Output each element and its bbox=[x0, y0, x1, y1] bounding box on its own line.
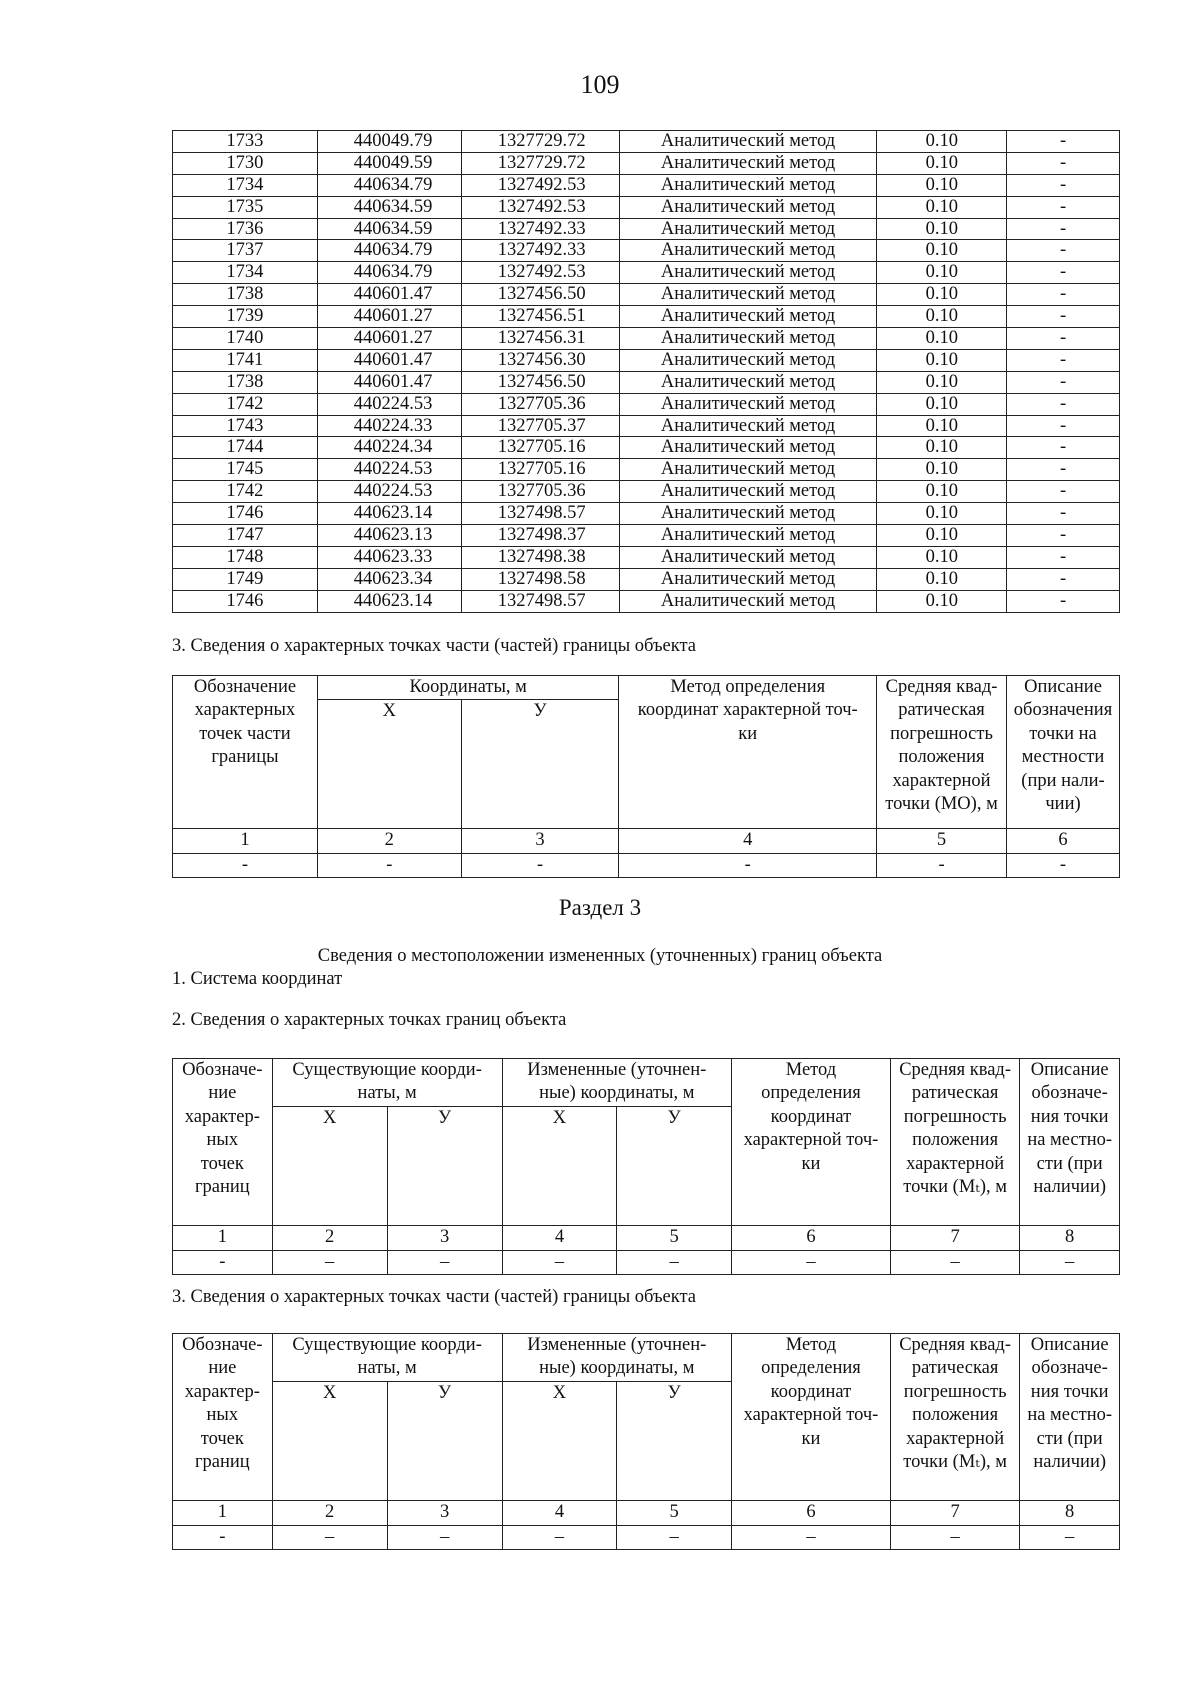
empty-cell: – bbox=[1020, 1250, 1120, 1274]
point-number-cell: 1742 bbox=[173, 481, 318, 503]
method-cell: Аналитический метод bbox=[619, 415, 877, 437]
point-number-cell: 1747 bbox=[173, 525, 318, 547]
x-coordinate-cell: 440601.27 bbox=[317, 328, 461, 350]
header-description: Описание обозначе- ния точки на местно- сти (при наличии) bbox=[1020, 1334, 1120, 1501]
method-cell: Аналитический метод bbox=[619, 328, 877, 350]
col-number: 3 bbox=[461, 829, 619, 853]
method-cell: Аналитический метод bbox=[619, 525, 877, 547]
x-coordinate-cell: 440623.14 bbox=[317, 590, 461, 612]
col-number: 2 bbox=[272, 1225, 387, 1250]
x-coordinate-cell: 440601.47 bbox=[317, 349, 461, 371]
x-coordinate-cell: 440224.53 bbox=[317, 459, 461, 481]
description-cell: - bbox=[1007, 131, 1120, 153]
error-cell: 0.10 bbox=[877, 437, 1007, 459]
point-number-cell: 1741 bbox=[173, 349, 318, 371]
header-x: X bbox=[502, 1381, 617, 1500]
changed-border-points-table bbox=[172, 1058, 1120, 1275]
coordinate-system-item: 1. Система координат bbox=[172, 969, 343, 989]
point-number-cell: 1733 bbox=[173, 131, 318, 153]
y-coordinate-cell: 1327729.72 bbox=[461, 131, 619, 153]
y-coordinate-cell: 1327492.33 bbox=[461, 218, 619, 240]
method-cell: Аналитический метод bbox=[619, 546, 877, 568]
col-number: 4 bbox=[502, 1225, 617, 1250]
y-coordinate-cell: 1327492.53 bbox=[461, 262, 619, 284]
method-cell: Аналитический метод bbox=[619, 371, 877, 393]
x-coordinate-cell: 440634.79 bbox=[317, 262, 461, 284]
description-cell: - bbox=[1007, 174, 1120, 196]
changed-part-points-table bbox=[172, 1333, 1120, 1550]
section-title: Раздел 3 bbox=[558, 895, 642, 920]
header-method: Метод определения координат характерной точ- ки bbox=[732, 1059, 891, 1226]
header-y: У bbox=[461, 700, 619, 829]
header-mean-error: Средняя квад- ратическая погрешность положения характерной точки (МО), м bbox=[877, 676, 1007, 829]
y-coordinate-cell: 1327492.53 bbox=[461, 174, 619, 196]
error-cell: 0.10 bbox=[877, 262, 1007, 284]
method-cell: Аналитический метод bbox=[619, 481, 877, 503]
y-coordinate-cell: 1327456.31 bbox=[461, 328, 619, 350]
empty-cell: – bbox=[502, 1250, 617, 1274]
error-cell: 0.10 bbox=[877, 568, 1007, 590]
header-point-designation: Обозначе- ние характер- ных точек границ bbox=[173, 1334, 273, 1501]
header-point-designation: Обозначе- ние характер- ных точек границ bbox=[173, 1059, 273, 1226]
point-number-cell: 1743 bbox=[173, 415, 318, 437]
empty-cell: - bbox=[619, 853, 877, 877]
y-coordinate-cell: 1327729.72 bbox=[461, 152, 619, 174]
method-cell: Аналитический метод bbox=[619, 240, 877, 262]
description-cell: - bbox=[1007, 415, 1120, 437]
y-coordinate-cell: 1327498.58 bbox=[461, 568, 619, 590]
x-coordinate-cell: 440623.14 bbox=[317, 503, 461, 525]
description-cell: - bbox=[1007, 284, 1120, 306]
error-cell: 0.10 bbox=[877, 240, 1007, 262]
header-mean-error: Средняя квад- ратическая погрешность положения характерной точки (Mₜ), м bbox=[890, 1059, 1019, 1226]
col-number: 6 bbox=[1007, 829, 1120, 853]
coordinates-table bbox=[172, 130, 1120, 613]
header-existing-coordinates: Существующие коорди- наты, м bbox=[272, 1059, 502, 1107]
empty-cell: - bbox=[173, 853, 318, 877]
description-cell: - bbox=[1007, 262, 1120, 284]
table-row bbox=[173, 328, 1120, 350]
header-y: У bbox=[387, 1381, 502, 1500]
error-cell: 0.10 bbox=[877, 371, 1007, 393]
table-row bbox=[173, 152, 1120, 174]
y-coordinate-cell: 1327492.33 bbox=[461, 240, 619, 262]
table-row bbox=[173, 415, 1120, 437]
method-cell: Аналитический метод bbox=[619, 306, 877, 328]
col-number: 3 bbox=[387, 1225, 502, 1250]
header-description: Описание обозначе- ния точки на местно- сти (при наличии) bbox=[1020, 1059, 1120, 1226]
header-y: У bbox=[617, 1381, 732, 1500]
error-cell: 0.10 bbox=[877, 415, 1007, 437]
point-number-cell: 1746 bbox=[173, 590, 318, 612]
empty-cell: – bbox=[890, 1250, 1019, 1274]
x-coordinate-cell: 440224.34 bbox=[317, 437, 461, 459]
x-coordinate-cell: 440634.59 bbox=[317, 218, 461, 240]
col-number: 2 bbox=[317, 829, 461, 853]
point-number-cell: 1748 bbox=[173, 546, 318, 568]
col-number: 3 bbox=[387, 1500, 502, 1525]
description-cell: - bbox=[1007, 525, 1120, 547]
empty-cell: – bbox=[890, 1525, 1019, 1549]
error-cell: 0.10 bbox=[877, 481, 1007, 503]
description-cell: - bbox=[1007, 437, 1120, 459]
error-cell: 0.10 bbox=[877, 393, 1007, 415]
col-number: 4 bbox=[619, 829, 877, 853]
x-coordinate-cell: 440224.53 bbox=[317, 393, 461, 415]
col-number: 5 bbox=[877, 829, 1007, 853]
col-number: 1 bbox=[173, 1500, 273, 1525]
x-coordinate-cell: 440224.53 bbox=[317, 481, 461, 503]
method-cell: Аналитический метод bbox=[619, 284, 877, 306]
header-method: Метод определения координат характерной точ- ки bbox=[619, 676, 877, 829]
y-coordinate-cell: 1327705.16 bbox=[461, 459, 619, 481]
point-number-cell: 1736 bbox=[173, 218, 318, 240]
point-number-cell: 1738 bbox=[173, 284, 318, 306]
x-coordinate-cell: 440601.47 bbox=[317, 371, 461, 393]
x-coordinate-cell: 440634.79 bbox=[317, 174, 461, 196]
error-cell: 0.10 bbox=[877, 131, 1007, 153]
description-cell: - bbox=[1007, 218, 1120, 240]
method-cell: Аналитический метод bbox=[619, 590, 877, 612]
method-cell: Аналитический метод bbox=[619, 152, 877, 174]
description-cell: - bbox=[1007, 481, 1120, 503]
method-cell: Аналитический метод bbox=[619, 262, 877, 284]
y-coordinate-cell: 1327456.50 bbox=[461, 371, 619, 393]
table-row bbox=[173, 503, 1120, 525]
x-coordinate-cell: 440601.47 bbox=[317, 284, 461, 306]
table-row bbox=[173, 262, 1120, 284]
table-row bbox=[173, 174, 1120, 196]
border-points-item: 2. Сведения о характерных точках границ объекта bbox=[172, 1010, 567, 1030]
x-coordinate-cell: 440224.33 bbox=[317, 415, 461, 437]
error-cell: 0.10 bbox=[877, 525, 1007, 547]
x-coordinate-cell: 440601.27 bbox=[317, 306, 461, 328]
table-row bbox=[173, 218, 1120, 240]
col-number: 7 bbox=[890, 1500, 1019, 1525]
col-number: 1 bbox=[173, 829, 318, 853]
table-row bbox=[173, 371, 1120, 393]
header-x: X bbox=[272, 1381, 387, 1500]
empty-cell: - bbox=[173, 1250, 273, 1274]
col-number: 7 bbox=[890, 1225, 1019, 1250]
point-number-cell: 1739 bbox=[173, 306, 318, 328]
method-cell: Аналитический метод bbox=[619, 459, 877, 481]
method-cell: Аналитический метод bbox=[619, 131, 877, 153]
error-cell: 0.10 bbox=[877, 218, 1007, 240]
table-row bbox=[173, 590, 1120, 612]
point-number-cell: 1740 bbox=[173, 328, 318, 350]
header-x: X bbox=[502, 1106, 617, 1225]
empty-cell: – bbox=[617, 1525, 732, 1549]
header-method: Метод определения координат характерной точ- ки bbox=[732, 1334, 891, 1501]
table-row bbox=[173, 393, 1120, 415]
error-cell: 0.10 bbox=[877, 284, 1007, 306]
method-cell: Аналитический метод bbox=[619, 174, 877, 196]
x-coordinate-cell: 440623.33 bbox=[317, 546, 461, 568]
x-coordinate-cell: 440049.79 bbox=[317, 131, 461, 153]
description-cell: - bbox=[1007, 459, 1120, 481]
y-coordinate-cell: 1327705.36 bbox=[461, 481, 619, 503]
point-number-cell: 1745 bbox=[173, 459, 318, 481]
table-row bbox=[173, 240, 1120, 262]
description-cell: - bbox=[1007, 568, 1120, 590]
empty-cell: – bbox=[732, 1250, 891, 1274]
empty-cell: – bbox=[1020, 1525, 1120, 1549]
table-row bbox=[173, 525, 1120, 547]
description-cell: - bbox=[1007, 371, 1120, 393]
empty-cell: - bbox=[173, 1525, 273, 1549]
method-cell: Аналитический метод bbox=[619, 568, 877, 590]
error-cell: 0.10 bbox=[877, 459, 1007, 481]
y-coordinate-cell: 1327498.37 bbox=[461, 525, 619, 547]
x-coordinate-cell: 440049.59 bbox=[317, 152, 461, 174]
x-coordinate-cell: 440634.79 bbox=[317, 240, 461, 262]
description-cell: - bbox=[1007, 349, 1120, 371]
description-cell: - bbox=[1007, 306, 1120, 328]
point-number-cell: 1746 bbox=[173, 503, 318, 525]
empty-cell: - bbox=[317, 853, 461, 877]
method-cell: Аналитический метод bbox=[619, 349, 877, 371]
header-point-designation: Обозначение характерных точек части границы bbox=[173, 676, 318, 829]
y-coordinate-cell: 1327498.57 bbox=[461, 590, 619, 612]
point-number-cell: 1742 bbox=[173, 393, 318, 415]
description-cell: - bbox=[1007, 152, 1120, 174]
header-y: У bbox=[387, 1106, 502, 1225]
error-cell: 0.10 bbox=[877, 196, 1007, 218]
point-number-cell: 1734 bbox=[173, 262, 318, 284]
header-description: Описание обозначения точки на местности (при нали- чии) bbox=[1007, 676, 1120, 829]
method-cell: Аналитический метод bbox=[619, 218, 877, 240]
header-coordinates: Координаты, м bbox=[317, 676, 619, 700]
description-cell: - bbox=[1007, 240, 1120, 262]
page-number: 109 bbox=[580, 70, 620, 99]
col-number: 5 bbox=[617, 1500, 732, 1525]
table-row bbox=[173, 131, 1120, 153]
y-coordinate-cell: 1327456.50 bbox=[461, 284, 619, 306]
point-number-cell: 1735 bbox=[173, 196, 318, 218]
col-number: 5 bbox=[617, 1225, 732, 1250]
y-coordinate-cell: 1327456.30 bbox=[461, 349, 619, 371]
error-cell: 0.10 bbox=[877, 546, 1007, 568]
error-cell: 0.10 bbox=[877, 503, 1007, 525]
header-changed-coordinates: Измененные (уточнен- ные) координаты, м bbox=[502, 1334, 731, 1382]
description-cell: - bbox=[1007, 503, 1120, 525]
header-y: У bbox=[617, 1106, 732, 1225]
method-cell: Аналитический метод bbox=[619, 196, 877, 218]
description-cell: - bbox=[1007, 590, 1120, 612]
empty-cell: – bbox=[617, 1250, 732, 1274]
description-cell: - bbox=[1007, 546, 1120, 568]
method-cell: Аналитический метод bbox=[619, 437, 877, 459]
y-coordinate-cell: 1327456.51 bbox=[461, 306, 619, 328]
empty-cell: - bbox=[1007, 853, 1120, 877]
x-coordinate-cell: 440623.34 bbox=[317, 568, 461, 590]
point-number-cell: 1744 bbox=[173, 437, 318, 459]
col-number: 6 bbox=[732, 1500, 891, 1525]
header-changed-coordinates: Измененные (уточнен- ные) координаты, м bbox=[502, 1059, 731, 1107]
header-x: X bbox=[317, 700, 461, 829]
y-coordinate-cell: 1327705.36 bbox=[461, 393, 619, 415]
header-x: X bbox=[272, 1106, 387, 1225]
method-cell: Аналитический метод bbox=[619, 393, 877, 415]
empty-cell: – bbox=[387, 1525, 502, 1549]
point-number-cell: 1734 bbox=[173, 174, 318, 196]
x-coordinate-cell: 440623.13 bbox=[317, 525, 461, 547]
part-points-item: 3. Сведения о характерных точках части (частей) границы объекта bbox=[172, 1287, 697, 1307]
table-row bbox=[173, 459, 1120, 481]
header-existing-coordinates: Существующие коорди- наты, м bbox=[272, 1334, 502, 1382]
description-cell: - bbox=[1007, 393, 1120, 415]
point-number-cell: 1737 bbox=[173, 240, 318, 262]
empty-cell: – bbox=[272, 1250, 387, 1274]
table-row bbox=[173, 546, 1120, 568]
y-coordinate-cell: 1327492.53 bbox=[461, 196, 619, 218]
error-cell: 0.10 bbox=[877, 590, 1007, 612]
empty-cell: – bbox=[732, 1525, 891, 1549]
description-cell: - bbox=[1007, 328, 1120, 350]
empty-cell: - bbox=[877, 853, 1007, 877]
table-row bbox=[173, 481, 1120, 503]
table-row bbox=[173, 196, 1120, 218]
header-mean-error: Средняя квад- ратическая погрешность положения характерной точки (Mₜ), м bbox=[890, 1334, 1019, 1501]
y-coordinate-cell: 1327498.38 bbox=[461, 546, 619, 568]
y-coordinate-cell: 1327705.16 bbox=[461, 437, 619, 459]
empty-cell: - bbox=[461, 853, 619, 877]
point-number-cell: 1749 bbox=[173, 568, 318, 590]
table-row bbox=[173, 568, 1120, 590]
col-number: 1 bbox=[173, 1225, 273, 1250]
point-number-cell: 1738 bbox=[173, 371, 318, 393]
col-number: 2 bbox=[272, 1500, 387, 1525]
table-row bbox=[173, 306, 1120, 328]
error-cell: 0.10 bbox=[877, 174, 1007, 196]
y-coordinate-cell: 1327498.57 bbox=[461, 503, 619, 525]
col-number: 8 bbox=[1020, 1500, 1120, 1525]
empty-cell: – bbox=[502, 1525, 617, 1549]
point-number-cell: 1730 bbox=[173, 152, 318, 174]
table-row bbox=[173, 349, 1120, 371]
empty-cell: – bbox=[272, 1525, 387, 1549]
method-cell: Аналитический метод bbox=[619, 503, 877, 525]
x-coordinate-cell: 440634.59 bbox=[317, 196, 461, 218]
error-cell: 0.10 bbox=[877, 328, 1007, 350]
section3-subtitle: Сведения о местоположении измененных (уточненных) границ объекта bbox=[317, 946, 883, 966]
empty-cell: – bbox=[387, 1250, 502, 1274]
error-cell: 0.10 bbox=[877, 349, 1007, 371]
error-cell: 0.10 bbox=[877, 152, 1007, 174]
part-points-table bbox=[172, 675, 1120, 878]
error-cell: 0.10 bbox=[877, 306, 1007, 328]
col-number: 6 bbox=[732, 1225, 891, 1250]
y-coordinate-cell: 1327705.37 bbox=[461, 415, 619, 437]
section2-item3-heading: 3. Сведения о характерных точках части (частей) границы объекта bbox=[172, 636, 697, 656]
table-row bbox=[173, 284, 1120, 306]
description-cell: - bbox=[1007, 196, 1120, 218]
table-row bbox=[173, 437, 1120, 459]
col-number: 8 bbox=[1020, 1225, 1120, 1250]
col-number: 4 bbox=[502, 1500, 617, 1525]
